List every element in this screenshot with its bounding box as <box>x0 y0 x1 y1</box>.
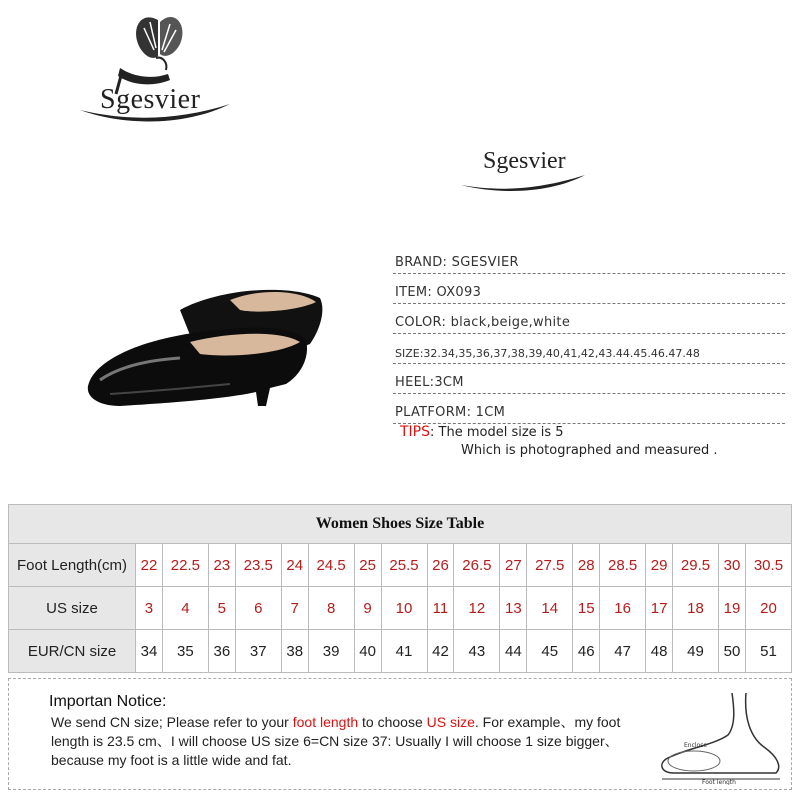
size-cell: 47 <box>600 630 646 673</box>
black-pump-shoes-image <box>80 280 340 420</box>
size-cell: 22 <box>136 544 163 587</box>
size-cell: 25 <box>354 544 381 587</box>
size-cell: 28 <box>573 544 600 587</box>
size-cell: 6 <box>235 587 281 630</box>
size-cell: 36 <box>208 630 235 673</box>
size-cell: 44 <box>500 630 527 673</box>
foot-length-label: Foot length <box>702 779 736 785</box>
size-cell: 23.5 <box>235 544 281 587</box>
foot-measure-diagram <box>654 687 789 785</box>
size-cell: 20 <box>745 587 791 630</box>
notice-body <box>51 713 641 770</box>
size-cell: 48 <box>646 630 673 673</box>
size-cell: 29.5 <box>673 544 719 587</box>
size-cell: 40 <box>354 630 381 673</box>
size-cell: 24.5 <box>308 544 354 587</box>
size-cell: 10 <box>381 587 427 630</box>
notice-box <box>8 678 792 790</box>
enclose-label: Enclose <box>684 742 708 749</box>
size-cell: 49 <box>673 630 719 673</box>
table-row <box>9 630 792 673</box>
spec-size: SIZE:32.34,35,36,37,38,39,40,41,42,43.44.45.46.47.48 <box>393 334 785 364</box>
notice-text-2: to choose <box>358 714 427 730</box>
size-cell: 50 <box>719 630 746 673</box>
size-cell: 7 <box>281 587 308 630</box>
size-cell: 35 <box>162 630 208 673</box>
product-image <box>80 280 340 420</box>
notice-text-1: We send CN size; Please refer to your <box>51 714 293 730</box>
size-table-title: Women Shoes Size Table <box>9 505 792 544</box>
tips-line-2: Which is photographed and measured . <box>461 443 718 458</box>
spec-platform: PLATFORM: 1CM <box>393 394 785 424</box>
tips <box>400 424 790 458</box>
size-cell: 43 <box>454 630 500 673</box>
size-cell: 38 <box>281 630 308 673</box>
row-header: US size <box>9 587 136 630</box>
size-cell: 30.5 <box>745 544 791 587</box>
table-row <box>9 587 792 630</box>
size-cell: 37 <box>235 630 281 673</box>
size-cell: 12 <box>454 587 500 630</box>
size-table <box>8 504 792 673</box>
size-cell: 41 <box>381 630 427 673</box>
size-cell: 25.5 <box>381 544 427 587</box>
size-cell: 30 <box>719 544 746 587</box>
notice-heading: Importan Notice: <box>49 693 167 710</box>
size-cell: 24 <box>281 544 308 587</box>
size-cell: 17 <box>646 587 673 630</box>
size-cell: 16 <box>600 587 646 630</box>
size-cell: 14 <box>527 587 573 630</box>
size-cell: 5 <box>208 587 235 630</box>
size-cell: 3 <box>136 587 163 630</box>
size-cell: 19 <box>719 587 746 630</box>
tips-label: TIPS <box>400 424 431 440</box>
size-cell: 9 <box>354 587 381 630</box>
size-cell: 42 <box>427 630 454 673</box>
size-cell: 26.5 <box>454 544 500 587</box>
notice-highlight-foot-length: foot length <box>292 714 359 730</box>
size-cell: 45 <box>527 630 573 673</box>
size-cell: 23 <box>208 544 235 587</box>
secondary-brand-logo <box>455 145 595 195</box>
spec-item: ITEM: OX093 <box>393 274 785 304</box>
size-cell: 18 <box>673 587 719 630</box>
secondary-brand-name: Sgesvier <box>483 148 566 174</box>
size-cell: 28.5 <box>600 544 646 587</box>
brand-name: Sgesvier <box>100 84 201 115</box>
notice-text-3: . For example、my foot length is 23.5 cm、I will choose US size 6=CN size 37: Usually I will choose 1 size bigger、because my foot is a little wide and fat. <box>51 714 621 768</box>
size-cell: 27 <box>500 544 527 587</box>
brand-logo <box>70 10 240 130</box>
table-row <box>9 544 792 587</box>
size-cell: 46 <box>573 630 600 673</box>
size-cell: 22.5 <box>162 544 208 587</box>
size-cell: 27.5 <box>527 544 573 587</box>
size-cell: 29 <box>646 544 673 587</box>
size-cell: 51 <box>745 630 791 673</box>
size-cell: 13 <box>500 587 527 630</box>
row-header: EUR/CN size <box>9 630 136 673</box>
row-header: Foot Length(cm) <box>9 544 136 587</box>
spec-heel: HEEL:3CM <box>393 364 785 394</box>
size-cell: 4 <box>162 587 208 630</box>
spec-brand: BRAND: SGESVIER <box>393 244 785 274</box>
tips-line-1: : The model size is 5 <box>430 425 564 440</box>
size-cell: 11 <box>427 587 454 630</box>
spec-color: COLOR: black,beige,white <box>393 304 785 334</box>
size-cell: 34 <box>136 630 163 673</box>
size-cell: 39 <box>308 630 354 673</box>
size-cell: 26 <box>427 544 454 587</box>
size-cell: 15 <box>573 587 600 630</box>
spec-list <box>393 244 785 424</box>
notice-highlight-us-size: US size <box>426 714 475 730</box>
size-cell: 8 <box>308 587 354 630</box>
